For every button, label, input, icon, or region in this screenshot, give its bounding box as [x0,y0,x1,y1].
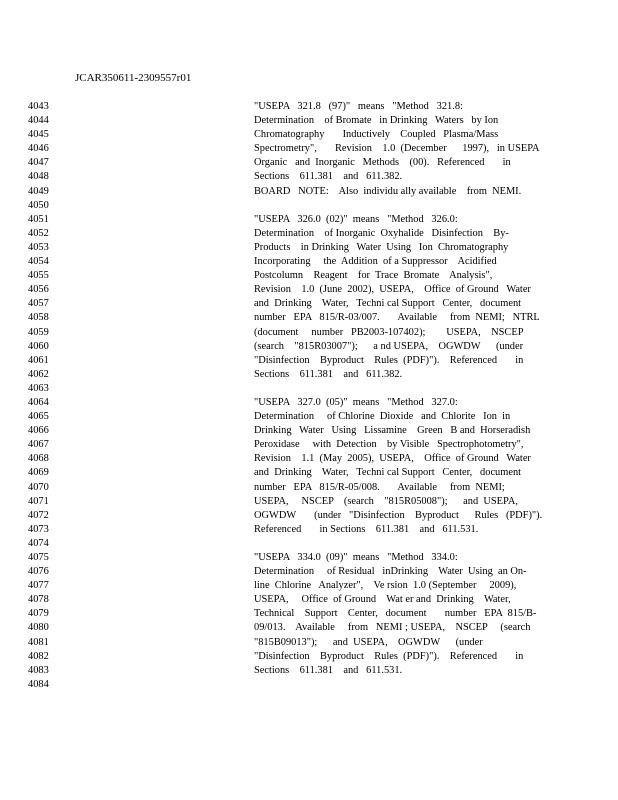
document-line [0,396,618,410]
line-text: "USEPA 327.0 (05)" means "Method 327.0: [254,396,458,408]
line-number: 4084 [28,678,49,690]
line-text: Products in Drinking Water Using Ion Chromatography [254,241,509,253]
document-line [0,537,618,551]
line-text: and Drinking Water, Techni cal Support Center, document [254,467,522,479]
document-line [0,481,618,495]
document-line [0,650,618,664]
document-line [0,565,618,579]
line-number: 4056 [28,284,49,296]
line-number: 4050 [28,199,49,211]
line-number: 4058 [28,312,49,324]
line-text: Technical Support Center, document number EPA 815/B- [254,608,537,620]
line-text: USEPA, Office of Ground Wat er and Drinking Water, [254,594,511,606]
line-number: 4063 [28,382,49,394]
document-line [0,340,618,354]
line-number: 4074 [28,537,49,549]
line-text: (document number PB2003-107402); USEPA, NSCEP [254,326,524,338]
line-text: Sections 611.381 and 611.531. [254,664,403,676]
document-line [0,438,618,452]
document-line [0,621,618,635]
line-number: 4077 [28,580,49,592]
line-number: 4064 [28,396,49,408]
line-number: 4062 [28,368,49,380]
line-number: 4044 [28,115,49,127]
line-text: Postcolumn Reagent for Trace Bromate Analysis", [254,270,493,282]
line-text: Revision 1.0 (June 2002), USEPA, Office of Ground Water [254,284,531,296]
line-text: Determination of Inorganic Oxyhalide Disinfection By- [254,227,509,239]
document-line [0,593,618,607]
line-text: "USEPA 321.8 (97)" means "Method 321.8: [254,101,463,112]
document-line [0,452,618,466]
line-text: Sections 611.381 and 611.382. [254,171,403,183]
line-number: 4059 [28,326,49,338]
line-text: "USEPA 326.0 (02)" means "Method 326.0: [254,213,458,225]
line-text: Drinking Water Using Lissamine Green B and Horseradish [254,425,531,437]
document-line [0,297,618,311]
line-numbered-body [0,100,618,692]
document-line [0,382,618,396]
line-text: OGWDW (under "Disinfection Byproduct Rules (PDF)"). [254,509,543,521]
document-line [0,114,618,128]
line-number: 4052 [28,227,49,239]
document-line [0,142,618,156]
document-line [0,269,618,283]
line-number: 4053 [28,241,49,253]
line-text: Determination of Bromate in Drinking Waters by Ion [254,115,499,127]
line-number: 4068 [28,453,49,465]
document-line [0,551,618,565]
line-text: BOARD NOTE: Also individu ally available from NEMI. [254,185,522,197]
document-line [0,283,618,297]
line-text: Spectrometry", Revision 1.0 (December 1997), in USEPA [254,143,540,155]
document-line [0,495,618,509]
line-text: Revision 1.1 (May 2005), USEPA, Office of Ground Water [254,453,531,465]
line-number: 4066 [28,425,49,437]
document-line [0,227,618,241]
document-line [0,326,618,340]
document-line [0,368,618,382]
document-line [0,255,618,269]
document-line [0,579,618,593]
document-line [0,424,618,438]
line-number: 4067 [28,439,49,451]
line-number: 4054 [28,256,49,268]
line-number: 4048 [28,171,49,183]
line-number: 4060 [28,340,49,352]
document-line [0,185,618,199]
line-text: "USEPA 334.0 (09)" means "Method 334.0: [254,552,458,563]
line-text: "Disinfection Byproduct Rules (PDF)"). Referenced in [254,650,524,662]
document-line [0,410,618,424]
line-number: 4069 [28,467,49,479]
line-number: 4065 [28,411,49,423]
document-line [0,678,618,692]
document-line [0,128,618,142]
line-text: "815B09013"); and USEPA, OGWDW (under [254,636,483,648]
line-number: 4051 [28,213,49,225]
line-number: 4075 [28,552,49,563]
line-number: 4043 [28,101,49,112]
line-text: and Drinking Water, Techni cal Support Center, document [254,298,522,310]
line-number: 4078 [28,594,49,606]
line-text: "Disinfection Byproduct Rules (PDF)"). Referenced in [254,354,524,366]
line-text: Incorporating the Addition of a Suppressor Acidified [254,256,497,268]
line-text: line Chlorine Analyzer", Ve rsion 1.0 (September 2009), [254,580,517,592]
line-number: 4045 [28,129,49,141]
document-line [0,509,618,523]
line-text: 09/013. Available from NEMI ; USEPA, NSCEP (search [254,622,531,634]
line-number: 4055 [28,270,49,282]
document-line [0,241,618,255]
document-line [0,199,618,213]
line-text: Determination of Residual inDrinking Water Using an On- [254,566,527,578]
line-number: 4049 [28,185,49,197]
line-number: 4076 [28,566,49,578]
line-text: USEPA, NSCEP (search "815R05008"); and USEPA, [254,495,518,507]
line-number: 4083 [28,664,49,676]
line-text: number EPA 815/R-05/008. Available from NEMI; [254,481,505,493]
document-line [0,523,618,537]
line-number: 4072 [28,509,49,521]
line-number: 4061 [28,354,49,366]
document-line [0,156,618,170]
line-number: 4080 [28,622,49,634]
line-number: 4081 [28,636,49,648]
line-text: Chromatography Inductively Coupled Plasma/Mass [254,129,499,141]
line-text: Organic and Inorganic Methods (00). Referenced in [254,157,511,169]
line-text: number EPA 815/R-03/007. Available from NEMI; NTRL [254,312,540,324]
line-text: Sections 611.381 and 611.382. [254,368,403,380]
document-line [0,170,618,184]
document-line [0,354,618,368]
line-number: 4070 [28,481,49,493]
document-line [0,664,618,678]
line-text: Determination of Chlorine Dioxide and Chlorite Ion in [254,411,511,423]
line-number: 4071 [28,495,49,507]
document-id: JCAR350611-2309557r01 [75,72,192,84]
line-number: 4073 [28,523,49,535]
line-number: 4057 [28,298,49,310]
document-line [0,607,618,621]
line-text: (search "815R03007"); a nd USEPA, OGWDW (under [254,340,524,352]
line-number: 4079 [28,608,49,620]
document-line [0,213,618,227]
line-number: 4082 [28,650,49,662]
line-text: Referenced in Sections 611.381 and 611.531. [254,523,479,535]
line-number: 4047 [28,157,49,169]
document-line [0,100,618,114]
document-line [0,466,618,480]
line-number: 4046 [28,143,49,155]
line-text: Peroxidase with Detection by Visible Spectrophotometry", [254,439,524,451]
document-line [0,311,618,325]
document-line [0,636,618,650]
